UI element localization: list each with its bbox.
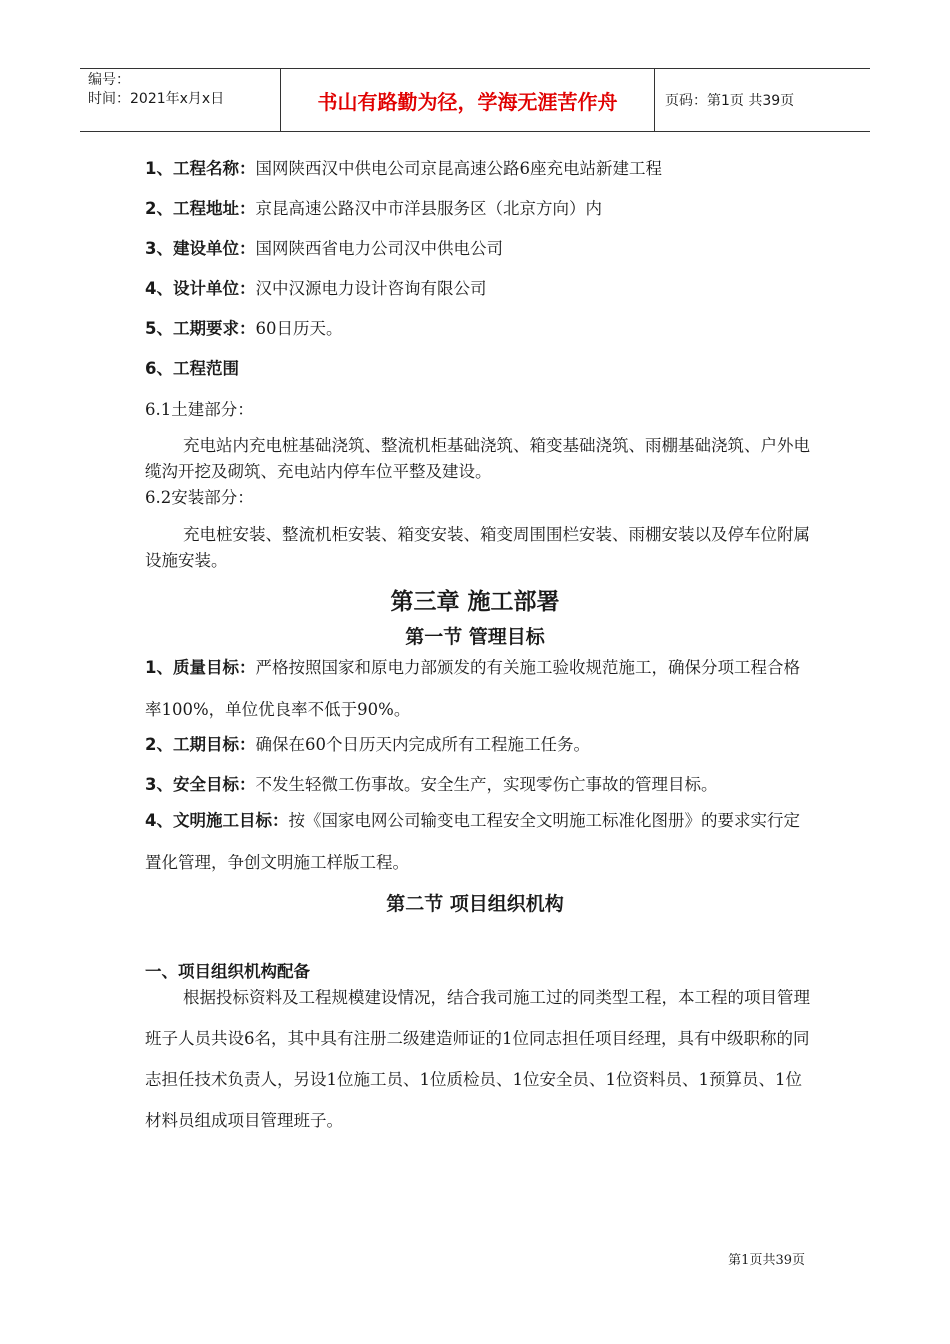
header-motto: 书山有路勤为径，学海无涯苦作舟 <box>281 69 655 131</box>
civil-text: 充电站内充电桩基础浇筑、整流机柜基础浇筑、箱变基础浇筑、雨棚基础浇筑、户外电缆沟开挖及砌筑、充电站内停车位平整及建设。 <box>145 436 810 481</box>
header-page-info: 页码：第1页 共39页 <box>665 93 795 109</box>
header-number: 编号： <box>88 72 130 88</box>
section1-title: 第一节 管理目标 <box>405 626 545 648</box>
civil-title: 6.1土建部分： <box>145 400 254 419</box>
item-duration: 5、工期要求：60日历天。 <box>145 319 343 338</box>
item-designer: 4、设计单位：汉中汉源电力设计咨询有限公司 <box>145 279 487 298</box>
install-title: 6.2安装部分： <box>145 488 254 507</box>
org-text: 根据投标资料及工程规模建设情况，结合我司施工过的同类型工程，本工程的项目管理班子人员共设6名，其中具有注册二级建造师证的1位同志担任项目经理，具有中级职称的同志担任技术负责人，另设1位施工员、1位质检员、1位安全员、1位资料员、1预算员、1位材料员组成项目管理班子。 <box>145 988 810 1130</box>
page-header <box>80 68 870 132</box>
goal-quality: 1、质量目标：严格按照国家和原电力部颁发的有关施工验收规范施工，确保分项工程合格率100%，单位优良率不低于90%。 <box>145 658 800 719</box>
header-time: 时间：2021年x月x日 <box>88 91 225 107</box>
page-footer: 第1页共39页 <box>728 1253 805 1268</box>
install-text: 充电桩安装、整流机柜安装、箱变安装、箱变周围围栏安装、雨棚安装以及停车位附属设施安装。 <box>145 525 810 570</box>
item-scope: 6、工程范围 <box>145 359 239 378</box>
goal-schedule: 2、工期目标：确保在60个日历天内完成所有工程施工任务。 <box>145 735 590 754</box>
goal-civilized: 4、文明施工目标：按《国家电网公司输变电工程安全文明施工标准化图册》的要求实行定置化管理，争创文明施工样版工程。 <box>145 811 800 872</box>
goal-safety: 3、安全目标：不发生轻微工伤事故。安全生产，实现零伤亡事故的管理目标。 <box>145 775 718 794</box>
header-meta <box>80 69 281 131</box>
item-project-name: 1、工程名称：国网陕西汉中供电公司京昆高速公路6座充电站新建工程 <box>145 159 662 178</box>
item-project-address: 2、工程地址：京昆高速公路汉中市洋县服务区（北京方向）内 <box>145 199 602 218</box>
item-owner: 3、建设单位：国网陕西省电力公司汉中供电公司 <box>145 239 503 258</box>
org-subtitle: 一、项目组织机构配备 <box>145 962 310 981</box>
chapter-title: 第三章 施工部署 <box>390 589 560 615</box>
section2-title: 第二节 项目组织机构 <box>386 893 564 915</box>
